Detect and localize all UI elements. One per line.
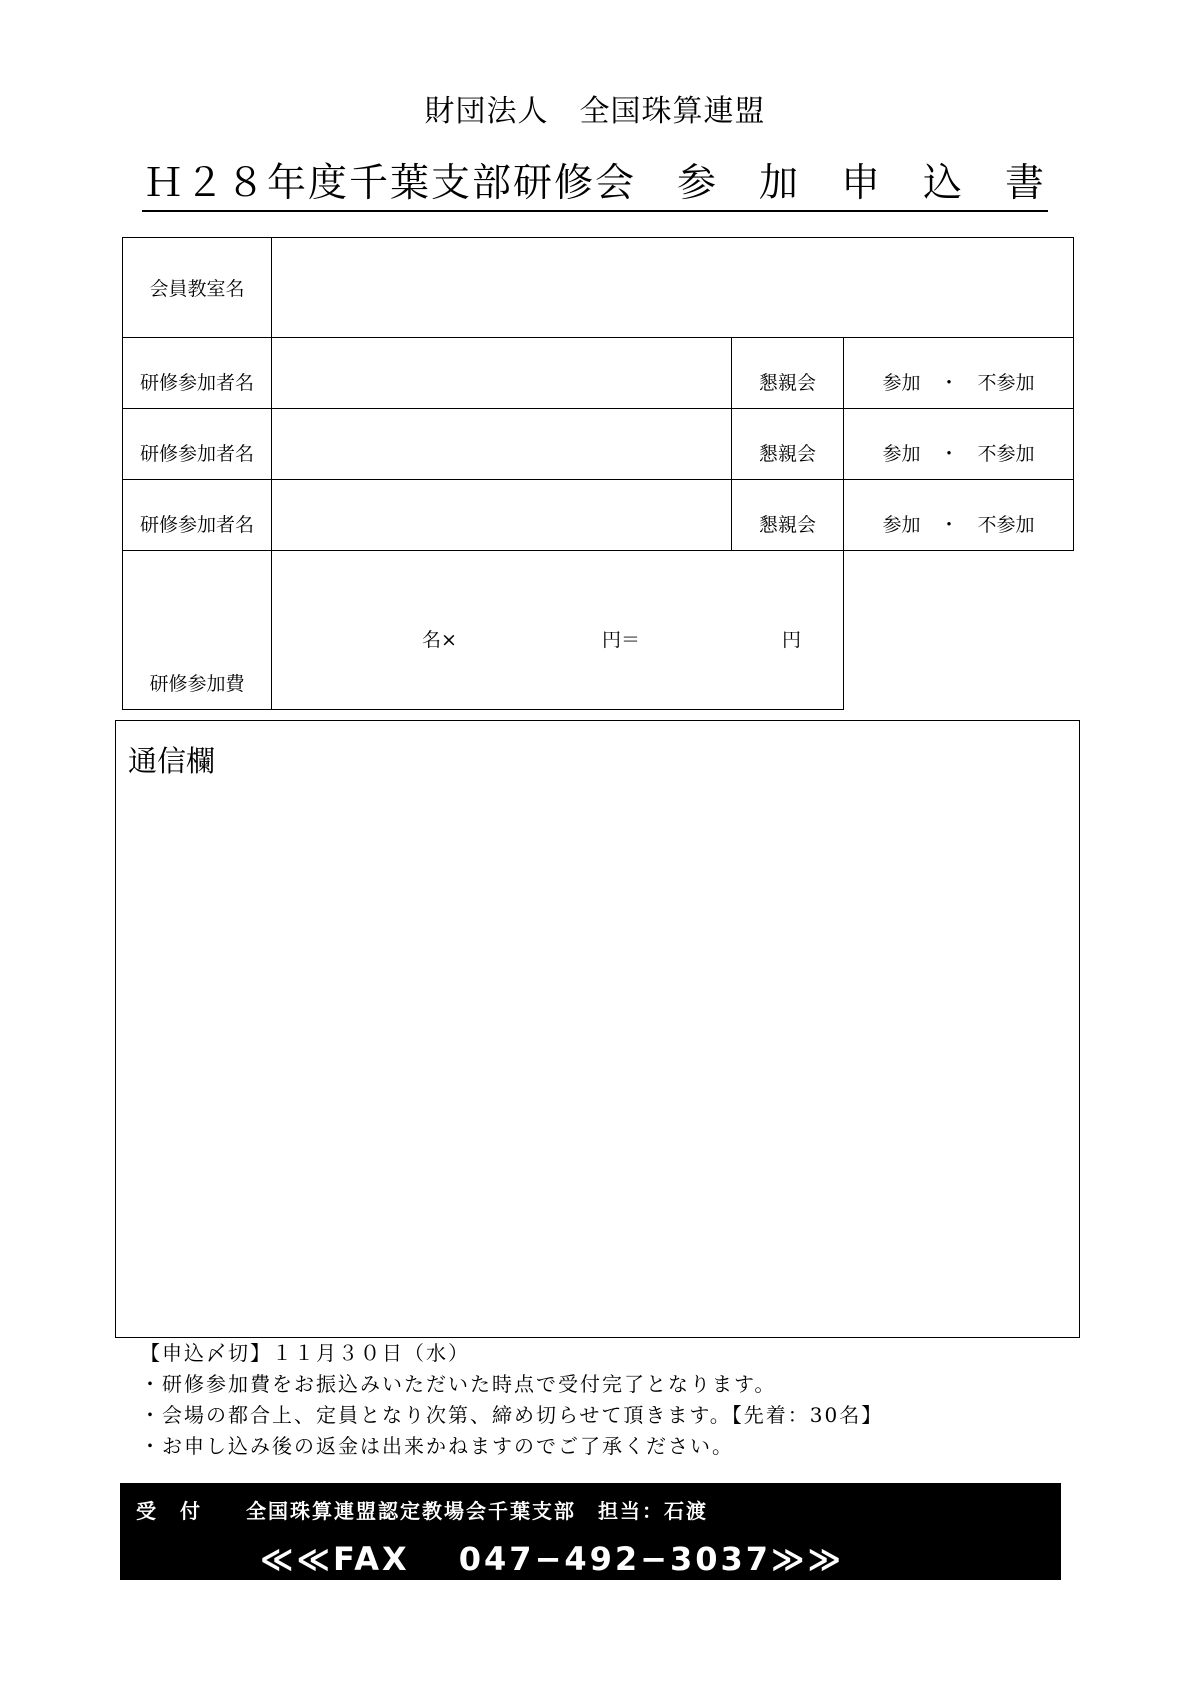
communication-box[interactable] [115,720,1080,1338]
party-label: 懇親会 [732,409,844,480]
fee-persons-suffix: 名× [422,629,457,651]
party-attendance-options[interactable]: 参加 ・ 不参加 [844,338,1074,409]
organization-name: 財団法人 全国珠算連盟 [424,94,766,129]
fee-total-suffix: 円 [782,629,802,651]
participant-row [123,338,1074,409]
participant-name-label: 研修参加者名 [123,338,272,409]
participant-name-field[interactable] [272,480,732,551]
participant-name-label: 研修参加者名 [123,409,272,480]
participant-name-field[interactable] [272,409,732,480]
fee-calculation-field[interactable] [272,551,844,710]
communication-label: 通信欄 [128,744,216,778]
party-attendance-options[interactable]: 参加 ・ 不参加 [844,409,1074,480]
fee-label: 研修参加費 [123,551,272,710]
member-classroom-field[interactable] [272,238,1074,338]
form-title: Ｈ２８年度千葉支部研修会 参 加 申 込 書 [142,152,1048,212]
member-classroom-label: 会員教室名 [123,238,272,338]
participant-name-label: 研修参加者名 [123,480,272,551]
party-label: 懇親会 [732,480,844,551]
note-item: ・お申し込み後の返金は出来かねますのでご了承ください。 [140,1434,734,1458]
participant-name-field[interactable] [272,338,732,409]
participant-row [123,409,1074,480]
fee-unit-suffix: 円＝ [602,629,641,651]
participant-row [123,480,1074,551]
deadline-note: 【申込〆切】１１月３０日（水） [140,1341,470,1365]
fax-number: ≪≪FAX 047−492−3037≫≫ [260,1540,845,1578]
party-label: 懇親会 [732,338,844,409]
note-item: ・研修参加費をお振込みいただいた時点で受付完了となります。 [140,1372,777,1396]
contact-banner [120,1483,1061,1580]
reception-info: 受 付 全国珠算連盟認定教場会千葉支部 担当：石渡 [136,1499,708,1523]
application-form-table [122,237,1074,710]
party-attendance-options[interactable]: 参加 ・ 不参加 [844,480,1074,551]
notes-section [140,1338,883,1462]
note-item: ・会場の都合上、定員となり次第、締め切らせて頂きます。【先着：30名】 [140,1403,884,1427]
